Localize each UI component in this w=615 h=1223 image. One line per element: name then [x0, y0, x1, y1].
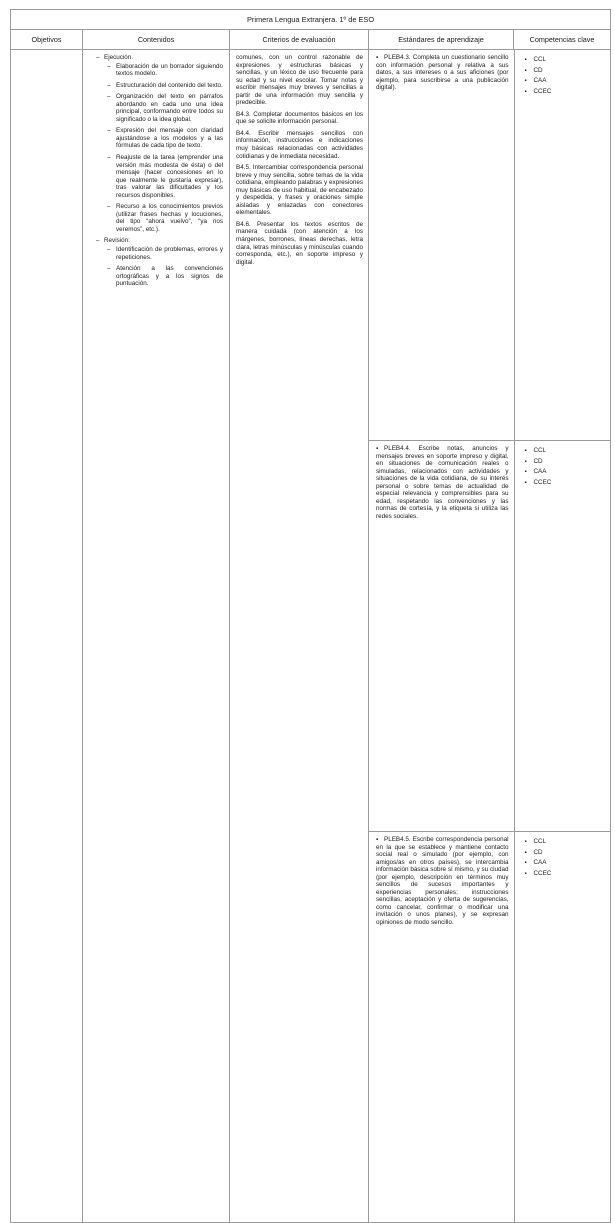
estandares-subtable — [369, 50, 611, 1222]
header-objetivos: Objetivos — [11, 30, 83, 50]
competencia-item: ▪ CAA — [525, 76, 606, 87]
bullet-icon: ▪ — [376, 445, 379, 452]
list-item: – Identificación de problemas, errores y repeticiones. — [116, 246, 223, 261]
criterio-paragraph: B4.5. Intercambiar correspondencia personal breve y muy sencilla, sobre temas de la vida cotidiana, empleando palabras y expresiones muy básicas de uso habitual, de encabezado y despedida, y frases y oraciones simple aisladas y enlazadas con conectores elementales. — [236, 164, 363, 217]
criterio-paragraph: B4.4. Escribir mensajes sencillos con información, instrucciones e indicaciones muy básicas relacionadas con actividades cotidianas y de inmediata necesidad. — [236, 129, 363, 160]
competencia-item: ▪ CAA — [525, 467, 606, 478]
competencia-item: ▪ CCL — [525, 446, 606, 457]
estandar-text — [369, 50, 514, 92]
estandar-text — [369, 441, 514, 520]
competencia-item: ▪ CD — [525, 848, 606, 859]
estandares-competencias-cell — [369, 50, 611, 1223]
criterios-cell — [230, 50, 369, 1223]
contenidos-list — [83, 50, 229, 288]
group-items — [96, 63, 223, 234]
group-items — [96, 246, 223, 288]
table-title: Primera Lengua Extranjera. 1º de ESO — [11, 10, 611, 30]
curriculum-table — [10, 9, 611, 1223]
contenidos-cell — [83, 50, 230, 1223]
header-criterios: Criterios de evaluación — [230, 30, 369, 50]
competencias-cell — [514, 832, 611, 1223]
competencia-item: ▪ CD — [525, 66, 606, 77]
list-item: – Organización del texto en párrafos abordando en cada uno una idea principal, conformando entre todos su significado o la idea global. — [116, 93, 223, 123]
criterio-paragraph: comunes, con un control razonable de expresiones y estructuras básicas y sencillas, y un léxico de uso frecuente para su edad y su nivel escolar. Tomar notas y escribir mensajes muy breves y sencillas a partir de una información muy sencilla y predecible. — [236, 54, 363, 107]
list-item: – Elaboración de un borrador siguiendo textos modelo. — [116, 63, 223, 78]
header-contenidos: Contenidos — [83, 30, 230, 50]
competencias-cell — [514, 50, 611, 441]
competencias-list — [515, 441, 612, 488]
contenidos-group — [96, 54, 223, 233]
bullet-icon: ▪ — [376, 836, 379, 843]
estandar-cell — [369, 832, 514, 1223]
competencia-item: ▪ CCEC — [525, 478, 606, 489]
list-item: – Recurso a los conocimientos previos (utilizar frases hechas y locuciones, del tipo “ahora vuelvo”, “ya nos veremos”, etc.). — [116, 203, 223, 233]
competencias-list — [515, 832, 612, 879]
list-item: – Reajuste de la tarea (emprender una versión más modesta de ésta) o del mensaje (hacer concesiones en lo que realmente le gustaría expresar), tras valorar las dificultades y los recursos disponibles. — [116, 154, 223, 199]
estandar-body: PLEB4.5. Escribe correspondencia personal en la que se establece y mantiene contacto social real o simulado (por ejemplo, con amigos/as en otros países), se intercambia información básica sobre sí mismo, y su ciudad (por ejemplo, descripción en términos muy sencillos de sucesos importantes y experiencias personales; instrucciones sencillas, aceptación y oferta de sugerencias, como cancelar, confirmar o modificar una invitación o unos planes), y se expresan opiniones de modo sencillo. — [376, 836, 509, 927]
header-estandares: Estándares de aprendizaje — [369, 30, 514, 50]
criterio-paragraph: B4.6. Presentar los textos escritos de manera cuidada (con atención a los márgenes, borrones, líneas derechas, letra clara, letras minúsculas y minúsculas cuando corresponda, etc.), en soporte impreso y digital. — [236, 220, 363, 266]
objetivos-cell — [11, 50, 83, 1223]
estandar-cell — [369, 50, 514, 441]
competencia-item: ▪ CAA — [525, 858, 606, 869]
estandar-body: PLEB4.4. Escribe notas, anuncios y mensajes breves en soporte impreso y digital, en situaciones de comunicación reales o simuladas, relacionados con actividades y situaciones de la vida cotidiana, de su interés personal o sobre temas de actualidad de especial relevancia y comprensibles para su edad, respetando las convenciones y las normas de cortesía, y la etiqueta si utiliza las redes sociales. — [376, 445, 509, 520]
group-title: – Revisión: — [96, 237, 223, 245]
bullet-icon: ▪ — [376, 54, 379, 61]
contenidos-group — [96, 237, 223, 287]
list-item: – Expresión del mensaje con claridad ajustándose a los modelos y a las fórmulas de cada tipo de texto. — [116, 127, 223, 150]
competencia-item: ▪ CD — [525, 457, 606, 468]
competencia-item: ▪ CCEC — [525, 87, 606, 98]
list-item: – Estructuración del contenido del texto. — [116, 82, 223, 90]
estandar-text — [369, 832, 514, 927]
list-item: – Atención a las convenciones ortográficas y a los signos de puntuación. — [116, 265, 223, 288]
competencias-cell — [514, 441, 611, 832]
criterio-paragraph: B4.3. Completar documentos básicos en los que se solicite información personal. — [236, 110, 363, 126]
competencia-item: ▪ CCEC — [525, 869, 606, 880]
competencia-item: ▪ CCL — [525, 55, 606, 66]
curriculum-page — [10, 9, 610, 927]
group-title: – Ejecución. — [96, 54, 223, 62]
header-competencias: Competencias clave — [514, 30, 611, 50]
criterios-list — [230, 50, 368, 266]
competencia-item: ▪ CCL — [525, 837, 606, 848]
competencias-list — [515, 50, 612, 97]
estandar-body: PLEB4.3. Completa un cuestionario sencillo con información personal y relativa a sus datos, a sus intereses o a sus aficiones (por ejemplo, para suscribirse a una publicación digital). — [376, 54, 509, 92]
estandar-cell — [369, 441, 514, 832]
